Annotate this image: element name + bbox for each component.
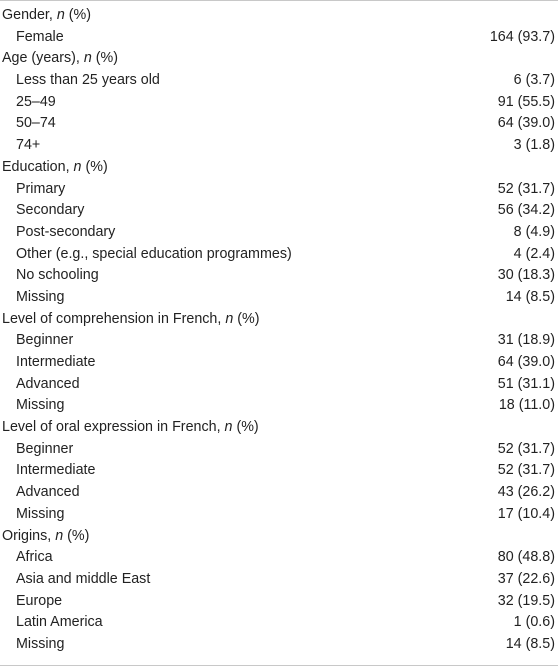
table-row xyxy=(0,352,558,374)
row-value: 18 (11.0) xyxy=(498,397,555,414)
row-label: Beginner xyxy=(16,440,74,457)
table-row xyxy=(0,135,558,157)
table-row xyxy=(0,287,558,309)
row-value: 37 (22.6) xyxy=(497,570,555,587)
row-value: 64 (39.0) xyxy=(497,354,555,370)
row-value: 8 (4.9) xyxy=(513,223,555,240)
table-row xyxy=(0,244,558,266)
table-row xyxy=(0,460,558,482)
table-row xyxy=(0,439,558,461)
row-value: 43 (26.2) xyxy=(497,484,555,501)
table-row xyxy=(0,200,558,222)
row-value: 32 (19.5) xyxy=(497,592,555,609)
table-row xyxy=(0,27,558,49)
table-row xyxy=(0,591,558,613)
row-value: 56 (34.2) xyxy=(497,202,555,219)
row-label: Intermediate xyxy=(16,462,96,479)
row-value: 91 (55.5) xyxy=(497,93,555,110)
row-value: 51 (31.1) xyxy=(497,375,555,392)
table-row xyxy=(0,113,558,135)
row-value: 17 (10.4) xyxy=(497,505,555,522)
row-value: 30 (18.3) xyxy=(497,267,555,284)
row-value: 31 (18.9) xyxy=(497,332,555,349)
section-heading-origins: Origins, n (%) xyxy=(2,527,90,544)
table-row xyxy=(0,612,558,634)
table-row xyxy=(0,179,558,201)
row-label: No schooling xyxy=(16,267,99,284)
table-row xyxy=(0,634,558,656)
section-heading-age: Age (years), n (%) xyxy=(2,50,119,67)
table-row xyxy=(0,70,558,92)
row-label: Asia and middle East xyxy=(16,570,151,587)
row-label: Secondary xyxy=(16,202,85,219)
row-value: 3 (1.8) xyxy=(513,137,555,154)
row-label: Intermediate xyxy=(16,354,96,370)
row-label: Advanced xyxy=(16,484,80,501)
row-value: 80 (48.8) xyxy=(497,549,555,566)
row-value: 4 (2.4) xyxy=(513,245,555,262)
row-label: Other (e.g., special education programmes) xyxy=(16,245,292,262)
row-value: 14 (8.5) xyxy=(505,635,555,652)
row-label: Less than 25 years old xyxy=(16,72,160,89)
table-row xyxy=(0,222,558,244)
table-row xyxy=(0,265,558,287)
row-label: Post-secondary xyxy=(16,223,116,240)
row-label: Missing xyxy=(16,635,65,652)
row-label: Europe xyxy=(16,592,63,609)
section-heading-oral-expression: Level of oral expression in French, n (%) xyxy=(2,419,259,436)
row-value: 164 (93.7) xyxy=(489,28,555,45)
row-value: 52 (31.7) xyxy=(497,462,555,479)
row-label: Missing xyxy=(16,397,65,414)
table-row xyxy=(0,330,558,352)
row-label: 25–49 xyxy=(16,93,56,110)
table-row xyxy=(0,374,558,396)
table-row xyxy=(0,504,558,526)
row-label: Missing xyxy=(16,288,65,305)
row-label: Africa xyxy=(16,549,53,566)
table-row xyxy=(0,569,558,591)
row-label: Latin America xyxy=(16,614,103,631)
row-label: 74+ xyxy=(16,137,41,154)
row-label: Female xyxy=(16,28,64,45)
row-value: 52 (31.7) xyxy=(497,180,555,197)
row-label: 50–74 xyxy=(16,115,56,132)
row-value: 1 (0.6) xyxy=(513,614,555,631)
row-value: 6 (3.7) xyxy=(513,72,555,89)
row-label: Primary xyxy=(16,180,66,197)
section-heading-comprehension: Level of comprehension in French, n (%) xyxy=(2,310,260,327)
section-heading-gender: Gender, n (%) xyxy=(2,7,92,23)
section-heading-education: Education, n (%) xyxy=(2,158,108,175)
row-value: 52 (31.7) xyxy=(497,440,555,457)
row-value: 14 (8.5) xyxy=(505,288,555,305)
row-label: Missing xyxy=(16,505,65,522)
row-label: Advanced xyxy=(16,375,80,392)
table-row xyxy=(0,395,558,417)
table-row xyxy=(0,482,558,504)
row-label: Beginner xyxy=(16,332,74,349)
table-row xyxy=(0,547,558,569)
table-row xyxy=(0,92,558,114)
row-value: 64 (39.0) xyxy=(497,115,555,132)
